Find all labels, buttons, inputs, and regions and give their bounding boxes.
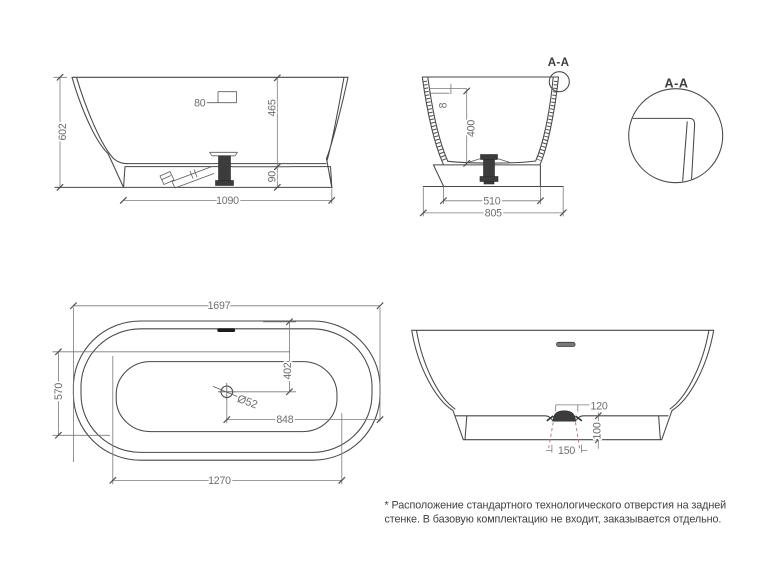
footnote (385, 500, 727, 526)
dim-150-label: 150 (558, 445, 576, 458)
dim-8-label: 8 (437, 102, 450, 109)
dim-602-label: 602 (57, 123, 69, 141)
dim-80-label: 80 (194, 97, 206, 110)
dim-90-label: 90 (266, 171, 279, 183)
dim-805-label: 805 (484, 207, 502, 220)
dim-402-label: 402 (282, 362, 294, 380)
dim-400-label: 400 (465, 119, 478, 138)
footnote-line-2: стенке. В базовую комплектацию не входит, заказывается отдельно. (384, 513, 722, 526)
side-elevation-view (54, 74, 349, 207)
side-dim-ticks (57, 74, 335, 204)
plan-view (53, 300, 384, 487)
detail-label: A-A (664, 76, 689, 91)
dim-510-label: 510 (483, 195, 501, 208)
plan-overflow-slot (217, 328, 235, 332)
dim-465-label: 465 (266, 99, 279, 117)
detail-rim-profile (628, 118, 695, 182)
section-label: A-A (547, 55, 570, 69)
footnote-line-1: * Расположение стандартного технологического отверстия на задней (384, 499, 727, 512)
detail-circle (629, 89, 723, 183)
dim-570-label: 570 (53, 382, 65, 401)
end-section-view (420, 56, 569, 220)
end-drain (468, 155, 510, 185)
dim-1697-label: 1697 (207, 300, 231, 313)
rear-elevation-view (412, 330, 714, 457)
dim-120-label: 120 (590, 400, 608, 413)
dim-1270-label: 1270 (208, 475, 231, 488)
dim-1090-label: 1090 (216, 194, 239, 207)
rim-detail-view (628, 77, 723, 183)
dim-drain-diameter-label: Ø52 (235, 393, 259, 412)
side-dimension-lines (54, 77, 332, 203)
side-overflow-hole (206, 92, 237, 103)
side-drain-siphon (160, 152, 238, 188)
rear-overflow-slot (557, 342, 576, 346)
dim-848-label: 848 (276, 414, 294, 427)
dim-100-label: 100 (591, 422, 604, 440)
side-tub-outline (55, 77, 348, 187)
